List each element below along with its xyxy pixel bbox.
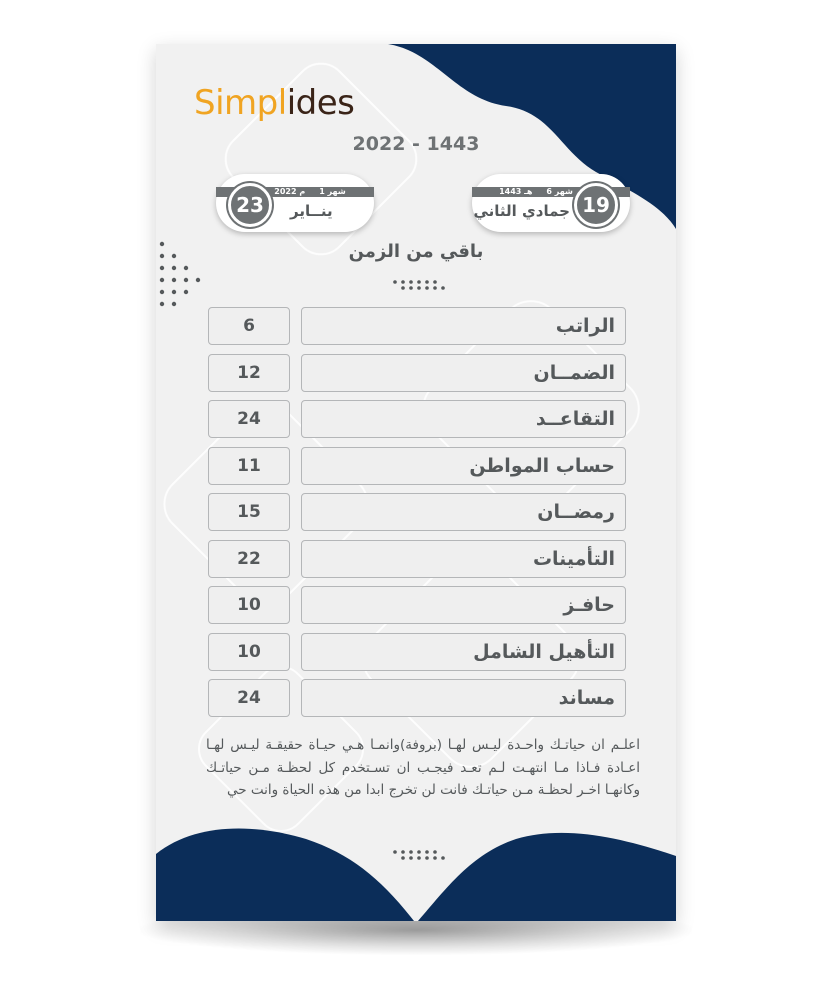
item-label: الراتب — [301, 307, 626, 345]
gregorian-year-tag: 2022 م — [274, 187, 306, 196]
item-label: الضمــان — [301, 354, 626, 392]
hijri-day: 19 — [574, 183, 618, 227]
item-value: 22 — [208, 540, 290, 578]
brand-logo: Simplides — [194, 83, 355, 123]
item-label: التأهيل الشامل — [301, 633, 626, 671]
year-heading: 2022 - 1443 — [352, 133, 480, 155]
hijri-month-name: جمادي الثاني — [473, 202, 570, 220]
list-item — [208, 586, 626, 624]
dot-divider-bottom — [392, 849, 450, 861]
gregorian-month-name: ينــاير — [290, 202, 333, 220]
item-value: 11 — [208, 447, 290, 485]
list-item — [208, 400, 626, 438]
list-item — [208, 540, 626, 578]
item-value: 6 — [208, 307, 290, 345]
item-value: 24 — [208, 400, 290, 438]
list-item — [208, 633, 626, 671]
quote-text: اعلـم ان حياتـك واحـدة ليـس لهـا (بروفة)وانمـا هـي حيـاة حقيقـة ليـس لهـا اعـادة فـاذا مـا انتهـت لـم تعـد فيجـب ان تسـتخدم كل لحظـة مـن حياتـك وكانهـا اخـر لحظـة مـن حياتـك فانت لن تخرج ابدا من هذه الحياة وانت حي — [206, 737, 640, 798]
item-label: رمضــان — [301, 493, 626, 531]
item-value: 24 — [208, 679, 290, 717]
item-label: التقاعــد — [301, 400, 626, 438]
item-label: حافـز — [301, 586, 626, 624]
section-title: باقي من الزمن — [348, 241, 484, 262]
item-value: 12 — [208, 354, 290, 392]
bottom-right-wave — [418, 833, 676, 921]
gregorian-month-tag: شهر 1 — [319, 187, 346, 196]
dot-divider-top — [392, 279, 450, 291]
list-item — [208, 307, 626, 345]
countdown-list — [208, 307, 626, 726]
item-value: 10 — [208, 586, 290, 624]
item-value: 15 — [208, 493, 290, 531]
gregorian-day: 23 — [228, 183, 272, 227]
gregorian-date-card — [216, 174, 374, 232]
hijri-year-tag: 1443 هـ — [499, 187, 533, 196]
poster-card — [156, 44, 676, 921]
item-label: مساند — [301, 679, 626, 717]
list-item — [208, 354, 626, 392]
list-item — [208, 493, 626, 531]
item-label: التأمينات — [301, 540, 626, 578]
bottom-left-wave — [156, 829, 414, 921]
item-value: 10 — [208, 633, 290, 671]
hijri-month-tag: شهر 6 — [546, 187, 573, 196]
hijri-date-card — [472, 174, 630, 232]
item-label: حساب المواطن — [301, 447, 626, 485]
list-item — [208, 447, 626, 485]
list-item — [208, 679, 626, 717]
